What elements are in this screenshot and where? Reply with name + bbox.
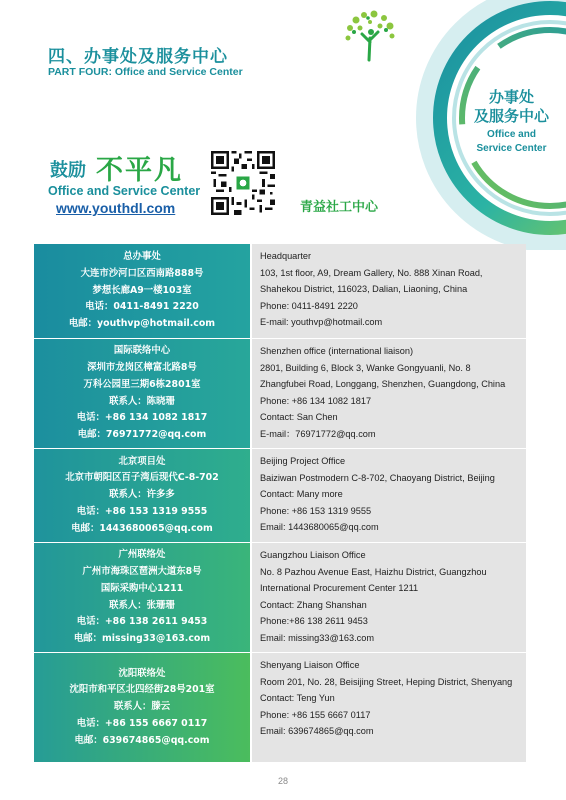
office-cn-line: 电话：+86 138 2611 9453	[76, 616, 208, 628]
badge-en-line2: Service Center	[476, 143, 547, 154]
office-en-line: E-mail：76971772@qq.com	[260, 428, 376, 439]
page-number: 28	[277, 776, 288, 786]
office-en-cell	[252, 339, 526, 448]
office-cn-line: 万科公园里三期6栋2801室	[83, 378, 201, 390]
slogan-english: Office and Service Center	[48, 184, 201, 198]
office-en-line: International Procurement Center 1211	[260, 583, 419, 594]
qr-code	[211, 151, 275, 215]
office-cn-name: 沈阳联络处	[118, 667, 166, 679]
office-en-line: Contact: San Chen	[260, 412, 338, 423]
office-row	[34, 339, 526, 449]
office-en-cell	[252, 653, 526, 762]
office-en-cell	[252, 244, 526, 338]
office-en-line: Email: 639674865@qq.com	[260, 726, 374, 737]
office-cn-line: 电话：+86 155 6667 0117	[76, 717, 208, 729]
section-subtitle: PART FOUR: Office and Service Center	[48, 66, 243, 78]
badge-cn-line2: 及服务中心	[473, 107, 549, 125]
office-cn-line: 深圳市龙岗区樟富北路8号	[87, 362, 197, 374]
office-en-line: Contact: Teng Yun	[260, 693, 335, 704]
office-en-cell	[252, 543, 526, 652]
office-cn-name: 广州联络处	[118, 549, 166, 561]
office-en-line: Baiziwan Postmodern C-8-702, Chaoyang District, Beijing	[260, 472, 495, 483]
office-cn-line: 联系人：陈晓珊	[109, 395, 175, 407]
badge-en-line1: Office and	[487, 129, 536, 140]
badge-cn-line1: 办事处	[488, 88, 534, 106]
office-cn-name: 国际联络中心	[113, 345, 171, 357]
office-row	[34, 244, 526, 339]
office-cn-cell	[34, 339, 250, 448]
office-row	[34, 449, 526, 543]
office-cn-cell	[34, 449, 250, 542]
office-row	[34, 653, 526, 762]
office-cn-line: 广州市海珠区琶洲大道东8号	[82, 566, 202, 578]
office-cn-line: 国际采购中心1211	[100, 582, 184, 594]
office-en-line: E-mail: youthvp@hotmail.com	[260, 317, 383, 328]
office-en-line: Phone:+86 138 2611 9453	[260, 616, 368, 627]
office-cn-line: 电邮：639674865@qq.com	[74, 734, 210, 746]
office-cn-line: 电话：+86 153 1319 9555	[76, 505, 208, 517]
office-en-line: Phone: +86 153 1319 9555	[260, 505, 372, 516]
office-en-line: Email: missing33@163.com	[260, 632, 375, 643]
office-cn-line: 联系人：许多多	[109, 489, 175, 501]
office-cn-name: 总办事处	[123, 251, 161, 263]
office-en-line: Contact: Many more	[260, 489, 343, 500]
office-cn-line: 梦想长廊A9一楼103室	[92, 284, 192, 296]
section-title: 四、办事处及服务中心	[48, 47, 228, 67]
office-en-line: 2801, Building 6, Block 3, Wanke Gongyuanli, No. 8	[260, 362, 471, 373]
office-directory-table	[34, 244, 526, 762]
office-en-line: Phone: +86 155 6667 0117	[260, 709, 371, 720]
office-en-line: Contact: Zhang Shanshan	[260, 599, 367, 610]
office-en-name: Shenzhen office (international liaison)	[260, 346, 414, 356]
organization-logo	[340, 8, 400, 64]
office-en-line: Room 201, No. 28, Beisijing Street, Heping District, Shenyang	[260, 676, 513, 687]
office-cn-line: 电邮：youthvp@hotmail.com	[68, 318, 216, 330]
office-en-line: Zhangfubei Road, Longgang, Shenzhen, Guangdong, China	[260, 379, 506, 390]
office-en-line: 103, 1st floor, A9, Dream Gallery, No. 888 Xinan Road,	[260, 267, 483, 278]
office-cn-line: 联系人：滕云	[113, 701, 171, 713]
office-cn-line: 北京市朝阳区百子湾后现代C-8-702	[65, 472, 219, 484]
office-cn-line: 电邮：76971772@qq.com	[77, 428, 207, 440]
office-cn-cell	[34, 244, 250, 338]
office-cn-line: 电话：0411-8491 2220	[85, 301, 199, 313]
office-cn-line: 电邮：missing33@163.com	[73, 632, 211, 644]
office-cn-line: 联系人：张珊珊	[109, 599, 175, 611]
office-en-line: Phone: +86 134 1082 1817	[260, 395, 372, 406]
office-en-line: Shahekou District, 116023, Dalian, Liaoning, China	[260, 284, 468, 295]
office-en-line: Email: 1443680065@qq.com	[260, 522, 379, 533]
section-badge	[459, 88, 564, 156]
office-en-name: Guangzhou Liaison Office	[260, 550, 366, 560]
office-cn-line: 电邮：1443680065@qq.com	[71, 522, 213, 534]
office-en-name: Beijing Project Office	[260, 456, 346, 466]
office-cn-line: 沈阳市和平区北四经街28号201室	[69, 684, 215, 696]
office-cn-cell	[34, 543, 250, 652]
website-link[interactable]: www.youthdl.com	[56, 200, 176, 216]
slogan-word-extraordinary: 不平凡	[96, 155, 183, 186]
slogan-word-encourage: 鼓励	[50, 160, 86, 181]
office-cn-name: 北京项目处	[118, 455, 166, 467]
office-en-cell	[252, 449, 526, 542]
office-cn-line: 大连市沙河口区西南路888号	[80, 267, 204, 279]
office-cn-cell	[34, 653, 250, 762]
office-en-name: Shenyang Liaison Office	[260, 660, 360, 670]
organization-name: 青益社工中心	[300, 200, 379, 215]
office-en-line: No. 8 Pazhou Avenue East, Haizhu District, Guangzhou	[260, 566, 487, 577]
office-cn-line: 电话：+86 134 1082 1817	[76, 412, 208, 424]
office-row	[34, 543, 526, 653]
office-en-line: Phone: 0411-8491 2220	[260, 300, 358, 311]
office-en-name: Headquarter	[260, 251, 312, 261]
